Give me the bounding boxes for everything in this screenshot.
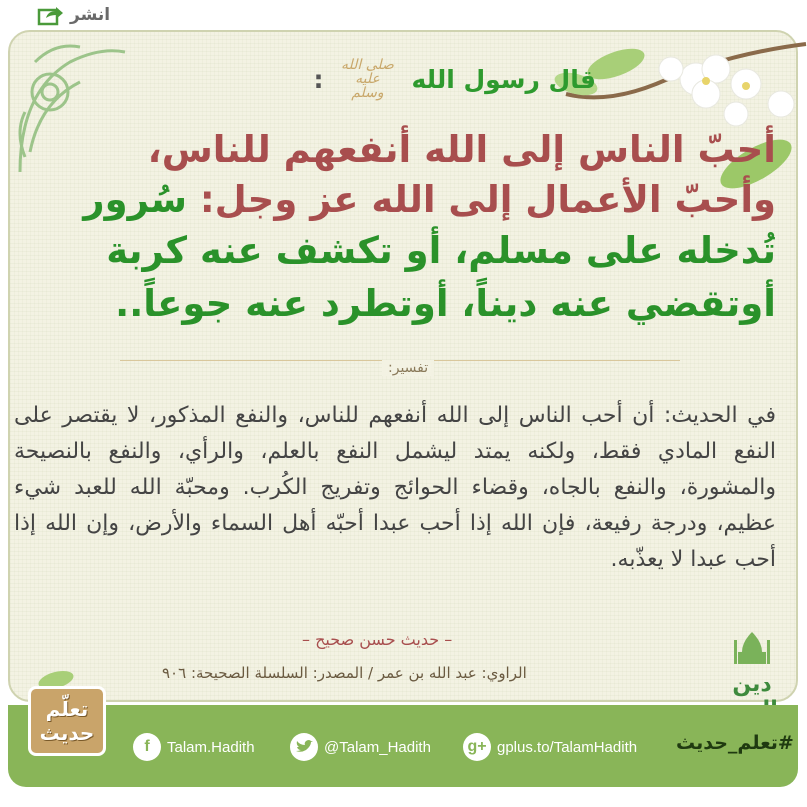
tafsir-label: تفسير: — [382, 360, 434, 376]
learn-line-2: حديث — [39, 721, 95, 745]
hadith-grade: – حديث حسن صحيح – — [302, 630, 453, 649]
share-label: انشر — [70, 5, 111, 25]
twitter-icon — [290, 733, 318, 761]
hadith-line-2 — [16, 178, 776, 221]
hadith-line-4: أوتقضي عنه ديناً، أوتطرد عنه جوعاً.. — [115, 282, 776, 325]
narrator-source: الراوي: عبد الله بن عمر / المصدر: السلسلة الصحيحة: ٩٠٦ — [162, 664, 527, 682]
facebook-link[interactable] — [133, 732, 255, 762]
intro-text: قال رسول الله — [411, 64, 596, 94]
share-button[interactable] — [38, 4, 110, 26]
hadith-line-1: أحبّ الناس إلى الله أنفعهم للناس، — [147, 128, 776, 171]
hadith-line-3: تُدخله على مسلم، أو تكشف عنه كربة — [106, 229, 776, 272]
hadith-card — [8, 30, 798, 702]
mosque-icon — [732, 628, 772, 668]
gplus-handle: gplus.to/TalamHadith — [497, 738, 638, 756]
footer-bar — [8, 705, 798, 787]
facebook-icon: f — [133, 733, 161, 761]
learn-line-1: تعلّم — [45, 697, 89, 721]
hadith-line-2-green: سُرور — [83, 178, 187, 221]
intro-line — [313, 58, 596, 100]
hadith-line-2-red: وأحبّ الأعمال إلى الله عز وجل: — [199, 178, 776, 221]
deen-alhaq-text: دين — [732, 672, 772, 697]
deen-alhaq-logo — [712, 628, 792, 698]
learn-hadith-box — [28, 686, 106, 756]
salawat-calligraphy: صلى الله عليه وسلم — [341, 57, 394, 101]
intro-colon: : — [313, 64, 324, 94]
tafsir-text: في الحديث: أن أحب الناس إلى الله أنفعهم للناس، والنفع المذكور، لا يقتصر على النفع المادي فقط، ولكنه يمتد ليشمل النفع بالعلم، والرأي، والنفع بالنصيحة والمشورة، والنفع بالجاه، وقضاء الحوائج وتفريج الكُرب. ومحبّة الله للعبد شيء عظيم، ودرجة رفيعة، فإن الله إذا أحب عبدا أحبّه أهل السماء والأرض، وإن الله إذا أحب عبدا لا يعذّبه. — [14, 403, 776, 572]
learn-hadith-logo — [22, 668, 110, 758]
facebook-handle: Talam.Hadith — [167, 738, 255, 756]
gplus-link[interactable] — [463, 732, 637, 762]
share-icon — [38, 5, 64, 25]
google-plus-icon: g+ — [463, 733, 491, 761]
twitter-handle: @Talam_Hadith — [324, 738, 431, 756]
footer — [0, 705, 807, 807]
twitter-link[interactable] — [290, 732, 431, 762]
hashtag: #تعلم_حديث — [676, 732, 794, 754]
